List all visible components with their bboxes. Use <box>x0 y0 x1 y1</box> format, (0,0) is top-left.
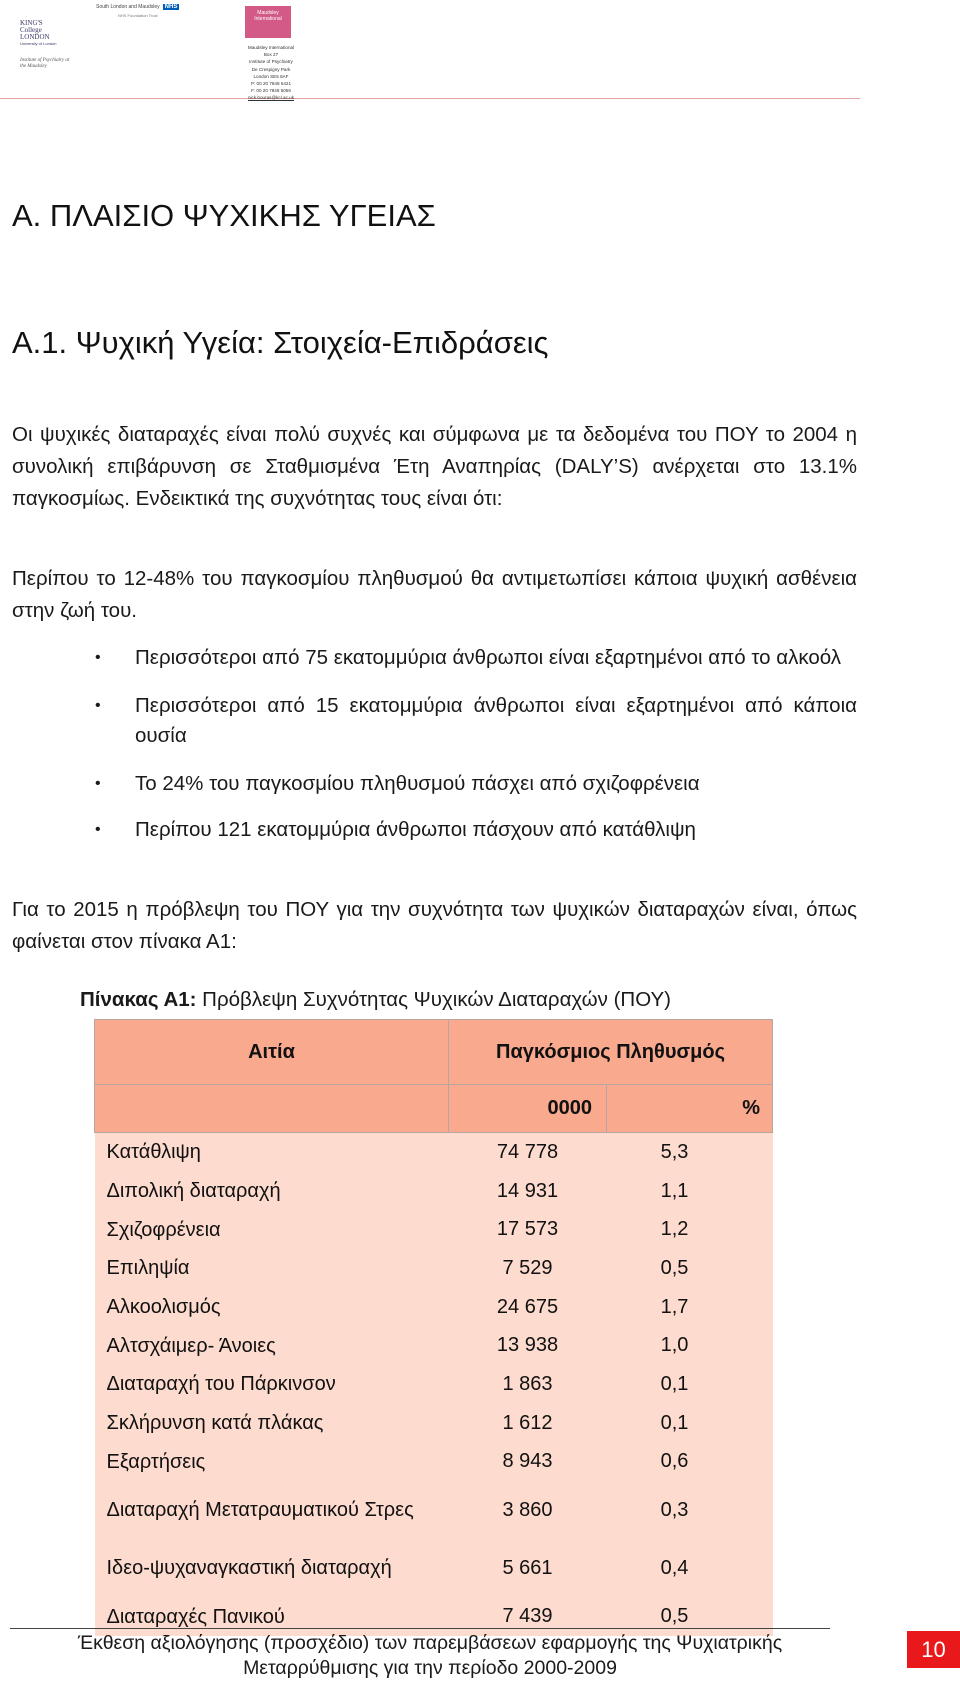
list-item-text: Περισσότεροι από 15 εκατομμύρια άνθρωποι είναι εξαρτημένοι από κάποια ουσία <box>135 694 857 747</box>
subsection-title: Α.1. Ψυχική Υγεία: Στοιχεία-Επιδράσεις <box>12 325 549 360</box>
table-row <box>95 1404 773 1443</box>
subheader-empty-cell <box>95 1085 449 1133</box>
maudsley-international-logo: Maudsley International <box>245 6 291 38</box>
cell-percent: 1,7 <box>607 1288 773 1327</box>
table-body <box>95 1133 773 1636</box>
table-row <box>95 1539 773 1597</box>
contact-line: P: 00 20 7848 5421 <box>250 81 292 87</box>
statistics-bullet-list <box>95 643 857 845</box>
prevalence-table <box>94 1019 773 1636</box>
cell-cause: Αλκοολισμός <box>95 1288 449 1327</box>
cell-percent: 0,5 <box>607 1249 773 1288</box>
bullet-icon: • <box>95 697 101 714</box>
list-item <box>95 769 857 799</box>
kings-logo-text: KING'S College LONDON <box>20 19 50 41</box>
table-row <box>95 1481 773 1539</box>
cell-cause: Διαταραχές Πανικού <box>95 1597 449 1636</box>
cell-count: 3 860 <box>449 1481 607 1539</box>
cell-percent: 1,2 <box>607 1210 773 1249</box>
slam-logo-text: South London and Maudsley <box>96 4 160 10</box>
column-header-cause: Αιτία <box>95 1020 449 1085</box>
cell-cause: Ιδεο-ψυχαναγκαστική διαταραχή <box>95 1539 449 1597</box>
contact-line: Maudsley International <box>247 45 295 50</box>
contact-line: F: 00 20 7848 5056 <box>251 88 291 94</box>
list-item <box>95 643 857 673</box>
cell-count: 7 529 <box>449 1249 607 1288</box>
prevalence-paragraph: Περίπου το 12-48% του παγκοσμίου πληθυσμού θα αντιμετωπίσει κάποια ψυχική ασθένεια στην ζωή του. <box>12 567 857 622</box>
table-row <box>95 1365 773 1404</box>
cell-cause: Διαταραχή Μετατραυματικού Στρες <box>95 1481 449 1539</box>
table-intro-paragraph: Για το 2015 η πρόβλεψη του ΠΟΥ για την συχνότητα των ψυχικών διαταραχών είναι, όπως φαίνεται στον πίνακα Α1: <box>12 898 857 953</box>
cell-count: 74 778 <box>449 1133 607 1172</box>
list-item <box>95 691 857 751</box>
cell-count: 17 573 <box>449 1210 607 1249</box>
list-item-text: Περισσότεροι από 75 εκατομμύρια άνθρωποι είναι εξαρτημένοι από το αλκοόλ <box>135 646 842 669</box>
contact-line: London SE5 8AF <box>253 73 289 79</box>
table-row <box>95 1210 773 1249</box>
cell-count: 8 943 <box>449 1443 607 1482</box>
footer-line-2: Μεταρρύθμισης για την περίοδο 2000-2009 <box>243 1657 617 1679</box>
cell-cause: Σχιζοφρένεια <box>95 1210 449 1249</box>
cell-count: 14 931 <box>449 1172 607 1211</box>
table-subheader-row <box>95 1085 773 1133</box>
section-title: Α. ΠΛΑΙΣΙΟ ΨΥΧΙΚΗΣ ΥΓΕΙΑΣ <box>12 198 436 233</box>
list-item-text: Περίπου 121 εκατομμύρια άνθρωποι πάσχουν από κατάθλιψη <box>135 818 696 841</box>
cell-percent: 1,1 <box>607 1172 773 1211</box>
contact-line: De Crespigny Park <box>251 66 291 72</box>
slam-logo-sub: NHS Foundation Trust <box>118 13 158 18</box>
institute-of-psychiatry-logo: Institute of Psychiatry at the Maudsley <box>20 58 70 69</box>
list-item <box>95 815 857 845</box>
column-header-population: Παγκόσμιος Πληθυσμός <box>449 1020 773 1085</box>
page-footer <box>10 1631 850 1681</box>
contact-email-link[interactable]: nick.bouras@kcl.ac.uk <box>247 95 295 101</box>
table-row <box>95 1172 773 1211</box>
footer-divider <box>10 1628 830 1629</box>
table-row <box>95 1326 773 1365</box>
footer-line-1: Έκθεση αξιολόγησης (προσχέδιο) των παρεμβάσεων εφαρμογής της Ψυχιατρικής <box>77 1632 783 1654</box>
cell-count: 1 863 <box>449 1365 607 1404</box>
cell-count: 1 612 <box>449 1404 607 1443</box>
nhs-badge: NHS <box>164 4 178 10</box>
table-header-row <box>95 1020 773 1085</box>
cell-cause: Διαταραχή του Πάρκινσον <box>95 1365 449 1404</box>
prevalence-table-wrapper <box>94 1019 772 1628</box>
table-caption <box>80 988 671 1012</box>
subheader-count: 0000 <box>449 1085 607 1133</box>
page-number-badge: 10 <box>907 1631 960 1668</box>
cell-cause: Κατάθλιψη <box>95 1133 449 1172</box>
table-caption-label: Πίνακας Α1: <box>80 988 197 1011</box>
cell-cause: Αλτσχάιμερ- Άνοιες <box>95 1326 449 1365</box>
cell-count: 13 938 <box>449 1326 607 1365</box>
cell-percent: 0,1 <box>607 1404 773 1443</box>
cell-count: 5 661 <box>449 1539 607 1597</box>
letterhead <box>0 0 860 99</box>
bullet-icon: • <box>95 775 101 792</box>
kings-college-logo <box>20 20 60 46</box>
subheader-percent: % <box>607 1085 773 1133</box>
cell-percent: 5,3 <box>607 1133 773 1172</box>
cell-cause: Διπολική διαταραχή <box>95 1172 449 1211</box>
contact-line: Box 27 <box>263 52 279 58</box>
cell-cause: Επιληψία <box>95 1249 449 1288</box>
slam-nhs-logo <box>96 4 179 10</box>
cell-percent: 0,4 <box>607 1539 773 1597</box>
cell-count: 7 439 <box>449 1597 607 1636</box>
table-row <box>95 1133 773 1172</box>
cell-percent: 0,3 <box>607 1481 773 1539</box>
intro-paragraph: Οι ψυχικές διαταραχές είναι πολύ συχνές και σύμφωνα με τα δεδομένα του ΠΟΥ το 2004 η συνολική επιβάρυνση σε Σταθμισμένα Έτη Αναπηρίας (DALY’S) ανέρχεται στο 13.1% παγκοσμίως. Ενδεικτικά της συχνότητας τους είναι ότι: <box>12 423 857 510</box>
cell-cause: Σκλήρυνση κατά πλάκας <box>95 1404 449 1443</box>
cell-count: 24 675 <box>449 1288 607 1327</box>
bullet-icon: • <box>95 649 101 666</box>
contact-line: Institute of Psychiatry <box>249 59 293 65</box>
cell-percent: 0,1 <box>607 1365 773 1404</box>
table-row <box>95 1288 773 1327</box>
contact-block <box>241 44 301 102</box>
cell-percent: 0,6 <box>607 1443 773 1482</box>
list-item-text: Το 24% του παγκοσμίου πληθυσμού πάσχει από σχιζοφρένεια <box>135 772 700 795</box>
table-row <box>95 1249 773 1288</box>
cell-cause: Εξαρτήσεις <box>95 1443 449 1482</box>
cell-percent: 1,0 <box>607 1326 773 1365</box>
table-row <box>95 1443 773 1482</box>
cell-percent: 0,5 <box>607 1597 773 1636</box>
kings-logo-sub: University of London <box>20 41 57 46</box>
table-caption-text: Πρόβλεψη Συχνότητας Ψυχικών Διαταραχών (ΠΟΥ) <box>196 988 671 1011</box>
bullet-icon: • <box>95 821 101 838</box>
